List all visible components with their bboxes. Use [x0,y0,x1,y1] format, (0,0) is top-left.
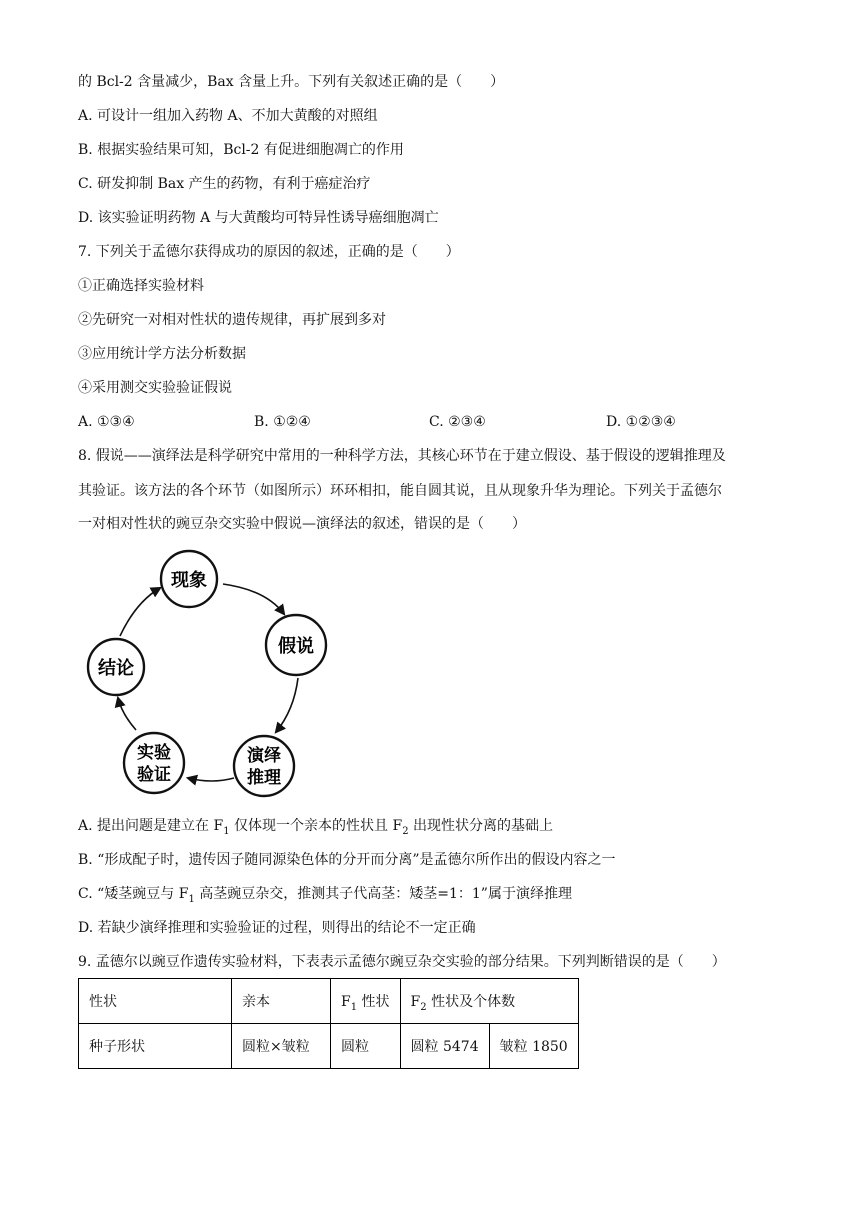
arrow-xianxiang-to-jiashuo [223,584,284,614]
node-yanyi-line2: 推理 [247,768,281,788]
arrow-jielun-to-xianxiang [120,588,160,636]
table-row [79,1024,579,1069]
q7-option-a: A. ①③④ [78,414,135,430]
table-header-row [79,979,579,1024]
arrow-yanyi-to-shiyan [188,778,234,781]
q8-option-a: A. 提出问题是建立在 $F_1$ 仅体现一个亲本的性状且 $F_2$ 出现性状分离的基础上 [78,818,554,837]
node-xianxiang-label: 现象 [171,570,207,591]
q6-option-b: B. 根据实验结果可知，Bcl-2 有促进细胞凋亡的作用 [78,142,404,158]
q7-item-2: ②先研究一对相对性状的遗传规律，再扩展到多对 [78,312,386,328]
q6-stem-tail: 的 Bcl-2 含量减少，Bax 含量上升。下列有关叙述正确的是（ ） [78,74,505,90]
q6-option-a: A. 可设计一组加入药物 A、不加大黄酸的对照组 [78,108,378,124]
q7-option-b: B. ①②④ [254,414,311,430]
q7-option-d: D. ①②③④ [606,414,676,430]
hypothetico-deductive-cycle-diagram [78,548,348,804]
node-xianxiang [161,551,217,607]
node-shiyan-line2: 验证 [137,765,171,785]
cell-trait: 种子形状 [79,1024,232,1069]
cell-f2-round: 圆粒 5474 [400,1024,489,1069]
q7-option-c: C. ②③④ [429,414,486,430]
arrow-jiashuo-to-yanyi [276,678,298,732]
node-jielun-label: 结论 [98,658,134,679]
node-jiashuo [266,615,326,675]
q7-item-4: ④采用测交实验验证假说 [78,380,232,396]
cell-parent: 圆粒×皱粒 [232,1024,331,1069]
node-jielun [88,639,144,695]
q8-stem-line-2: 其验证。该方法的各个环节（如图所示）环环相扣，能自圆其说，且从现象升华为理论。下列关于孟德尔 [78,483,722,499]
node-shiyan-line1: 实验 [137,743,171,763]
header-f2-trait-count: $F_2$ 性状及个体数 [400,979,578,1024]
q6-option-c: C. 研发抑制 Bax 产生的药物，有利于癌症治疗 [78,176,371,192]
q9-results-table [78,978,579,1069]
node-yanyi-line1: 演绎 [247,746,281,766]
q7-item-1: ①正确选择实验材料 [78,278,204,294]
header-parent: 亲本 [232,979,331,1024]
node-jiashuo-label: 假说 [278,636,314,657]
q8-stem-line-1: 8. 假说——演绎法是科学研究中常用的一种科学方法，其核心环节在于建立假设、基于假设的逻辑推理及 [78,448,726,464]
cell-f2-wrinkled: 皱粒 1850 [489,1024,578,1069]
header-f1-trait: $F_1$ 性状 [331,979,401,1024]
q8-option-d: D. 若缺少演绎推理和实验验证的过程，则得出的结论不一定正确 [78,920,476,936]
q8-option-c: C. “矮茎豌豆与 $F_1$ 高茎豌豆杂交，推测其子代高茎：矮茎=1：1”属于演绎推理 [78,886,572,905]
header-trait: 性状 [79,979,232,1024]
node-yanyi-tuili [234,736,294,796]
cell-f1: 圆粒 [331,1024,401,1069]
arrow-shiyan-to-jielun [118,698,136,730]
q7-item-3: ③应用统计学方法分析数据 [78,346,246,362]
node-shiyan-yanzheng [124,733,184,793]
q6-option-d: D. 该实验证明药物 A 与大黄酸均可特异性诱导癌细胞凋亡 [78,210,439,226]
q8-option-b: B. “形成配子时，遗传因子随同源染色体的分开而分离”是孟德尔所作出的假设内容之一 [78,852,616,868]
q9-stem: 9. 孟德尔以豌豆作遗传实验材料，下表表示孟德尔豌豆杂交实验的部分结果。下列判断错误的是（ ） [78,954,726,970]
q7-stem: 7. 下列关于孟德尔获得成功的原因的叙述，正确的是（ ） [78,244,460,260]
q8-stem-line-3: 一对相对性状的豌豆杂交实验中假说—演绎法的叙述，错误的是（ ） [78,516,526,532]
